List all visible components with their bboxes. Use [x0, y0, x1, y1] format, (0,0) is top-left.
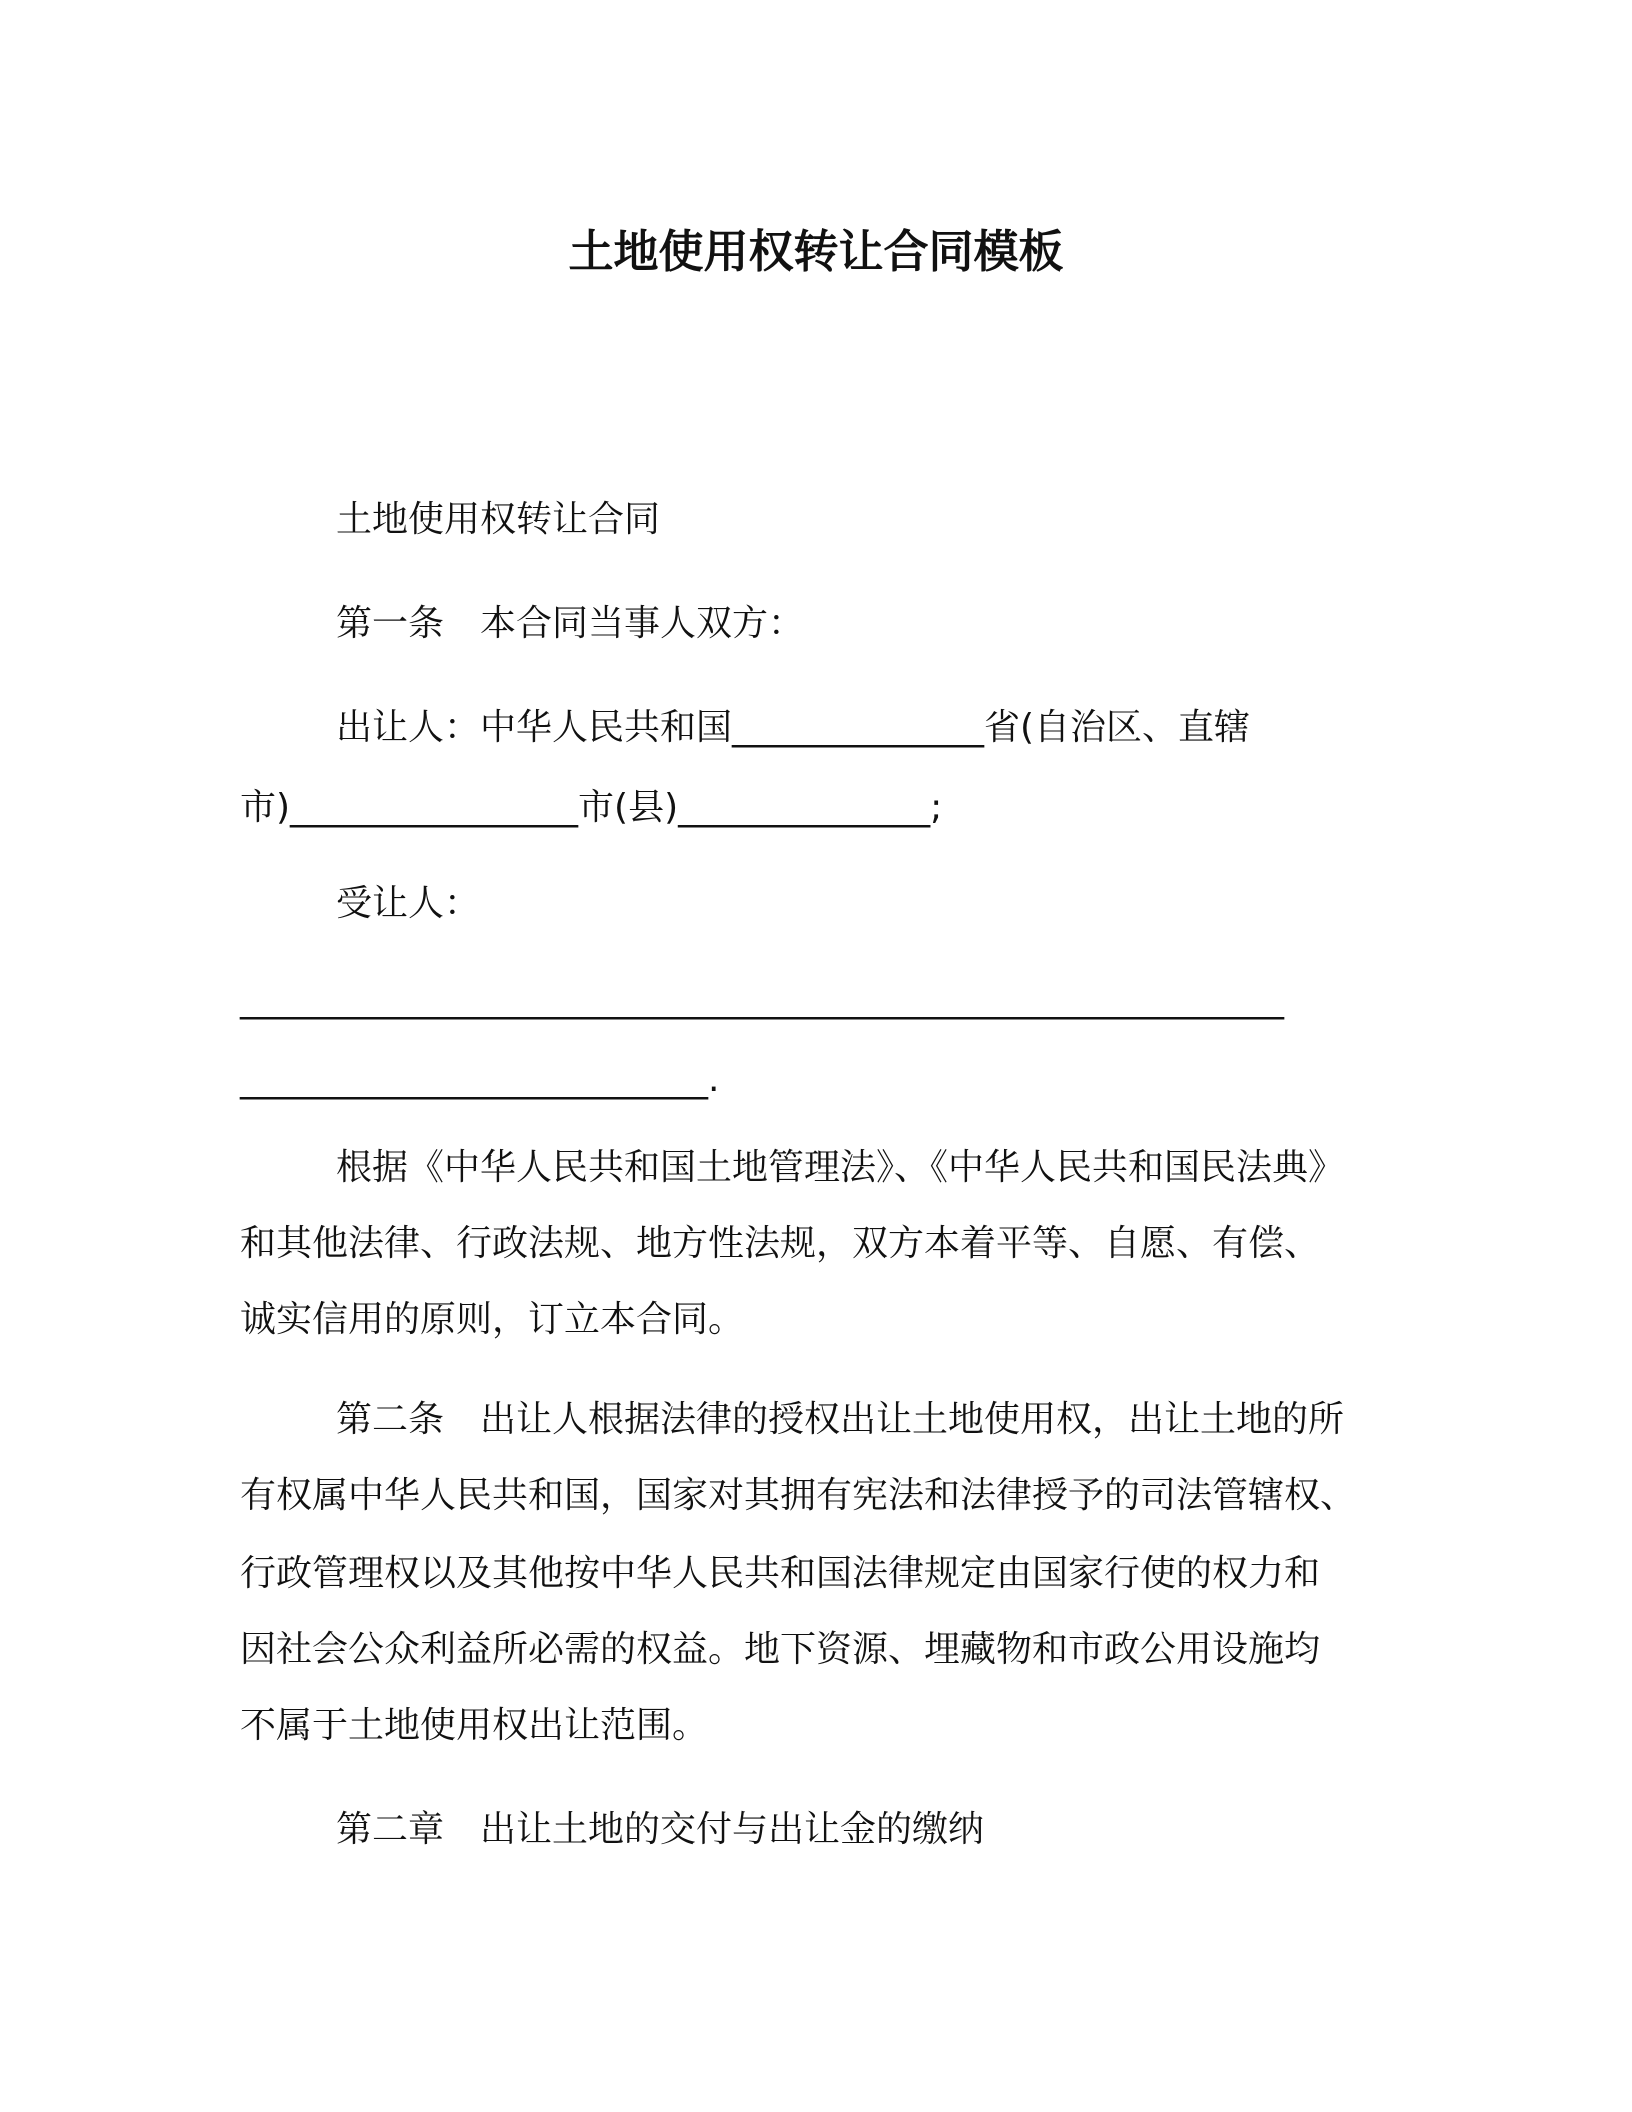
transferor-line-1: 出让人：中华人民共和国______________省(自治区、直辖 — [336, 707, 1251, 748]
transferor-line-2: 市)________________市(县)______________; — [240, 787, 943, 828]
document-title: 土地使用权转让合同模板 — [568, 225, 1064, 278]
chapter-2-heading: 第二章 出让土地的交付与出让金的缴纳 — [336, 1809, 985, 1850]
article-2-line-1: 第二条 出让人根据法律的授权出让土地使用权，出让土地的所 — [336, 1399, 1345, 1440]
basis-line-1: 根据《中华人民共和国土地管理法》、《中华人民共和国民法典》 — [336, 1147, 1345, 1188]
basis-line-3: 诚实信用的原则，订立本合同。 — [240, 1299, 745, 1340]
article-2-line-3: 行政管理权以及其他按中华人民共和国法律规定由国家行使的权力和 — [240, 1553, 1321, 1594]
article-1-heading: 第一条 本合同当事人双方： — [336, 603, 805, 644]
contract-heading: 土地使用权转让合同 — [336, 499, 661, 540]
article-2-line-2: 有权属中华人民共和国，国家对其拥有宪法和法律授予的司法管辖权、 — [240, 1475, 1357, 1516]
article-2-line-5: 不属于土地使用权出让范围。 — [240, 1705, 709, 1746]
transferee-blank-2: __________________________. — [240, 1059, 720, 1100]
transferee-label: 受让人： — [336, 883, 481, 924]
transferee-blank-1: __________________________________________________________ — [240, 979, 1284, 1020]
basis-line-2: 和其他法律、行政法规、地方性法规，双方本着平等、自愿、有偿、 — [240, 1223, 1321, 1264]
article-2-line-4: 因社会公众利益所必需的权益。地下资源、埋藏物和市政公用设施均 — [240, 1629, 1321, 1670]
